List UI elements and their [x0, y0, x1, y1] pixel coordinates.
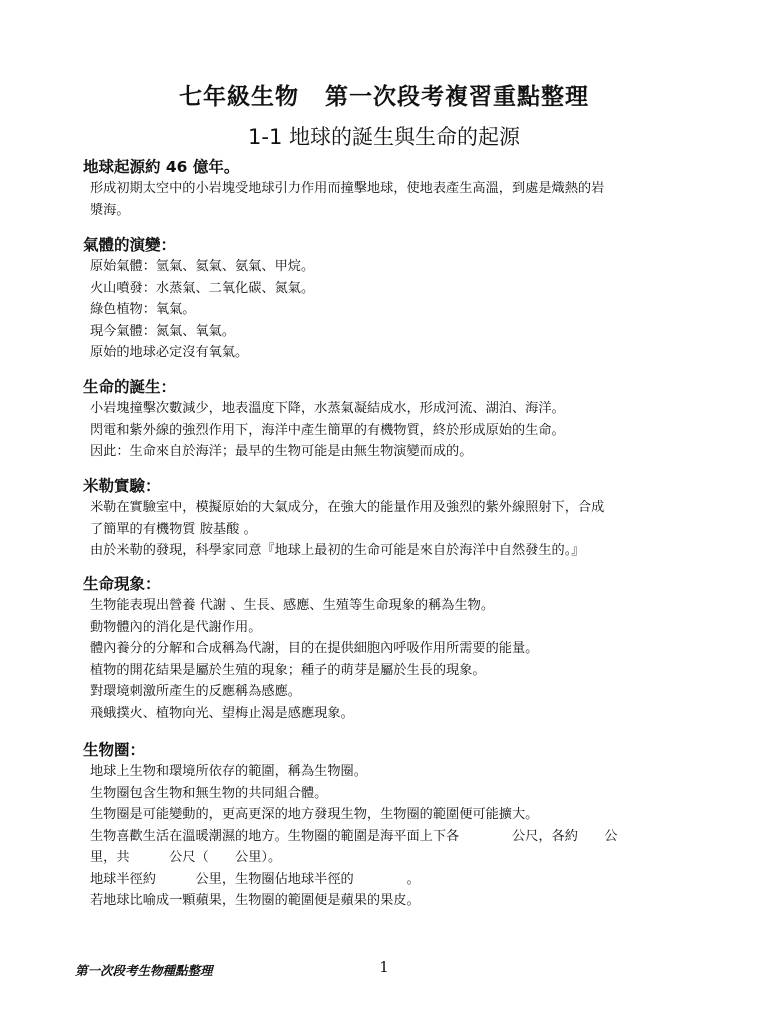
title-grade-subject: 七年級生物	[179, 84, 299, 110]
section-biosphere	[83, 740, 703, 912]
text-line: 形成初期太空中的小岩塊受地球引力作用而撞擊地球，使地表產生高溫，到處是熾熱的岩	[90, 181, 605, 196]
section-birth-of-life	[83, 377, 703, 463]
section-heading: 生命現象：	[83, 575, 161, 593]
text-line: 了簡單的有機物質 胺基酸 。	[90, 521, 257, 537]
text-line: 地球上生物和環境所依存的範圍，稱為生物圈。	[90, 764, 367, 779]
text-line: 飛蛾撲火、植物向光、望梅止渴是感應現象。	[90, 705, 354, 721]
section-miller-experiment	[83, 476, 703, 562]
text-line: 原始的地球必定沒有氧氣。	[90, 345, 249, 360]
text-line: 因此：生命來自於海洋；最早的生物可能是由無生物演變而成的。	[90, 444, 473, 459]
text-line: 里，共 公尺（ 公里）。	[90, 850, 282, 865]
section-heading: 地球起源約 46 億年。	[83, 158, 240, 176]
section-heading: 米勒實驗：	[83, 477, 161, 495]
text-line: 生物圈包含生物和無生物的共同組合體。	[90, 785, 328, 801]
text-line: 對環境刺激所產生的反應稱為感應。	[90, 684, 301, 699]
section-heading: 生物圈：	[83, 741, 146, 759]
text-line: 生物喜歡生活在溫暖潮濕的地方。生物圈的範圍是海平面上下各 公尺，各約 公	[90, 828, 618, 844]
text-line: 綠色植物：氧氣。	[90, 302, 196, 317]
title-review-topic: 第一次段考複習重點整理	[325, 84, 589, 110]
section-heading: 氣體的演變：	[83, 236, 177, 254]
section-gas-evolution	[83, 235, 703, 364]
text-line: 米勒在實驗室中，模擬原始的大氣成分，在強大的能量作用及強烈的紫外線照射下，合成	[90, 500, 605, 515]
page-number: 1	[379, 958, 389, 976]
text-line: 漿海。	[90, 202, 130, 218]
text-line: 原始氣體：氫氣、氦氣、氨氣、甲烷。	[90, 259, 315, 274]
text-line: 小岩塊撞擊次數減少，地表溫度下降，水蒸氣凝結成水，形成河流、湖泊、海洋。	[90, 401, 565, 416]
text-line: 地球半徑約 公里，生物圈佔地球半徑的 。	[90, 871, 420, 887]
chapter-title: 1-1 地球的誕生與生命的起源	[248, 125, 520, 149]
text-line: 生物能表現出營養 代謝 、生長、感應、生殖等生命現象的稱為生物。	[90, 598, 495, 613]
section-earth-origin	[83, 157, 703, 221]
text-line: 若地球比喻成一顆蘋果，生物圈的範圍便是蘋果的果皮。	[90, 893, 420, 908]
text-line: 體內養分的分解和合成稱為代謝，目的在提供細胞內呼吸作用所需要的能量。	[90, 641, 539, 656]
text-line: 現今氣體：氮氣、氧氣。	[90, 323, 236, 339]
document-title	[0, 78, 768, 111]
footer-document-name: 第一次段考生物種點整理	[75, 963, 213, 978]
text-line: 植物的開花結果是屬於生殖的現象；種子的萌芽是屬於生長的現象。	[90, 662, 486, 678]
text-line: 動物體內的消化是代謝作用。	[90, 619, 262, 635]
section-heading: 生命的誕生：	[83, 378, 177, 396]
text-line: 閃電和紫外線的強烈作用下，海洋中產生簡單的有機物質，終於形成原始的生命。	[90, 422, 565, 438]
text-line: 生物圈是可能變動的，更高更深的地方發現生物，生物圈的範圍便可能擴大。	[90, 807, 539, 822]
section-life-phenomena	[83, 574, 703, 724]
text-line: 由於米勒的發現，科學家同意『地球上最初的生命可能是來自於海洋中自然發生的。』	[90, 543, 585, 558]
text-line: 火山噴發：水蒸氣、二氧化碳、氮氣。	[90, 280, 315, 296]
